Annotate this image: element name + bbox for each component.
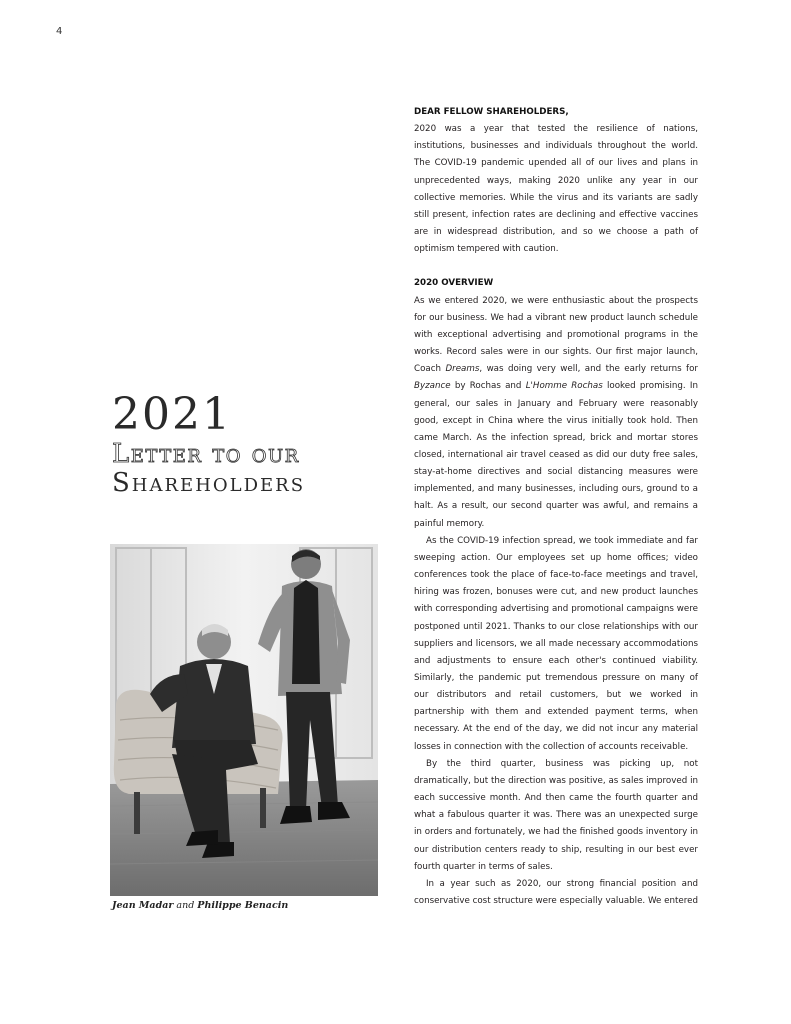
overview-paragraph-3: By the third quarter, business was picking up, not dramatically, but the direction was positive, as sales improved in each successive month. And then came the fourth quarter and what a fabulous quarter it was. There was an unexpected surge in orders and fortunately, we had the finished goods inventory in our distribution centers ready to ship, resulting in our best ever fourth quarter in terms of sales. (414, 758, 698, 872)
letter-title (112, 389, 387, 498)
portrait-photo (110, 544, 378, 896)
letter-body (414, 104, 698, 910)
caption-and: and (173, 900, 198, 911)
page-number: 4 (56, 26, 63, 37)
greeting-heading: DEAR FELLOW SHAREHOLDERS, (414, 107, 569, 117)
caption-name-1: Jean Madar (112, 900, 174, 911)
photo-caption (112, 900, 288, 911)
overview-paragraph-1: As we entered 2020, we were enthusiastic about the prospects for our business. We had a vibrant new product launch schedule with exceptional advertising and promotional programs in the works. Record sales were in our sights. Our first major launch, Coach Dreams, was doing very well, and the early returns for Byzance by Rochas and L'Homme Rochas looked promising. In general, our sales in January and February were reasonably good, except in China where the virus initially took hold. Then came March. As the infection spread, brick and mortar stores closed, international air travel ceased as did our duty free sales, stay-at-home directives and social distancing measures were implemented, and many businesses, including ours, ground to a halt. As a result, our second quarter was awful, and remains a painful memory. (414, 295, 698, 529)
title-line-2: Shareholders (112, 468, 306, 498)
caption-name-2: Philippe Benacin (197, 900, 289, 911)
title-line-1: Letter to our (112, 439, 300, 469)
intro-paragraph: 2020 was a year that tested the resilience of nations, institutions, businesses and individuals throughout the world. The COVID-19 pandemic upended all of our lives and plans in unprecedented ways, making 2020 unlike any year in our collective memories. While the virus and its variants are sadly still present, infection rates are declining and effective vaccines are in widespread distribution, and so we choose a path of optimism tempered with caution. (414, 124, 698, 255)
overview-heading: 2020 OVERVIEW (414, 278, 494, 289)
overview-paragraph-4: In a year such as 2020, our strong financial position and conservative cost structure were especially valuable. We entered (414, 878, 698, 907)
overview-paragraph-2: As the COVID-19 infection spread, we took immediate and far sweeping action. Our employees set up home offices; video conferences took the place of face-to-face meetings and travel, hiring was frozen, bonuses were cut, and new product launches with corresponding advertising and promotional campaigns were postponed until 2021. Thanks to our close relationships with our suppliers and licensors, we all made necessary accommodations and adjustments to ensure each other's continued viability. Similarly, the pandemic put tremendous pressure on many of our distributors and retail customers, but we worked in partnership with them and extended payment terms, when necessary. At the end of the day, we did not incur any material losses in connection with the collection of accounts receivable. (414, 535, 698, 752)
title-year: 2021 (112, 389, 232, 440)
